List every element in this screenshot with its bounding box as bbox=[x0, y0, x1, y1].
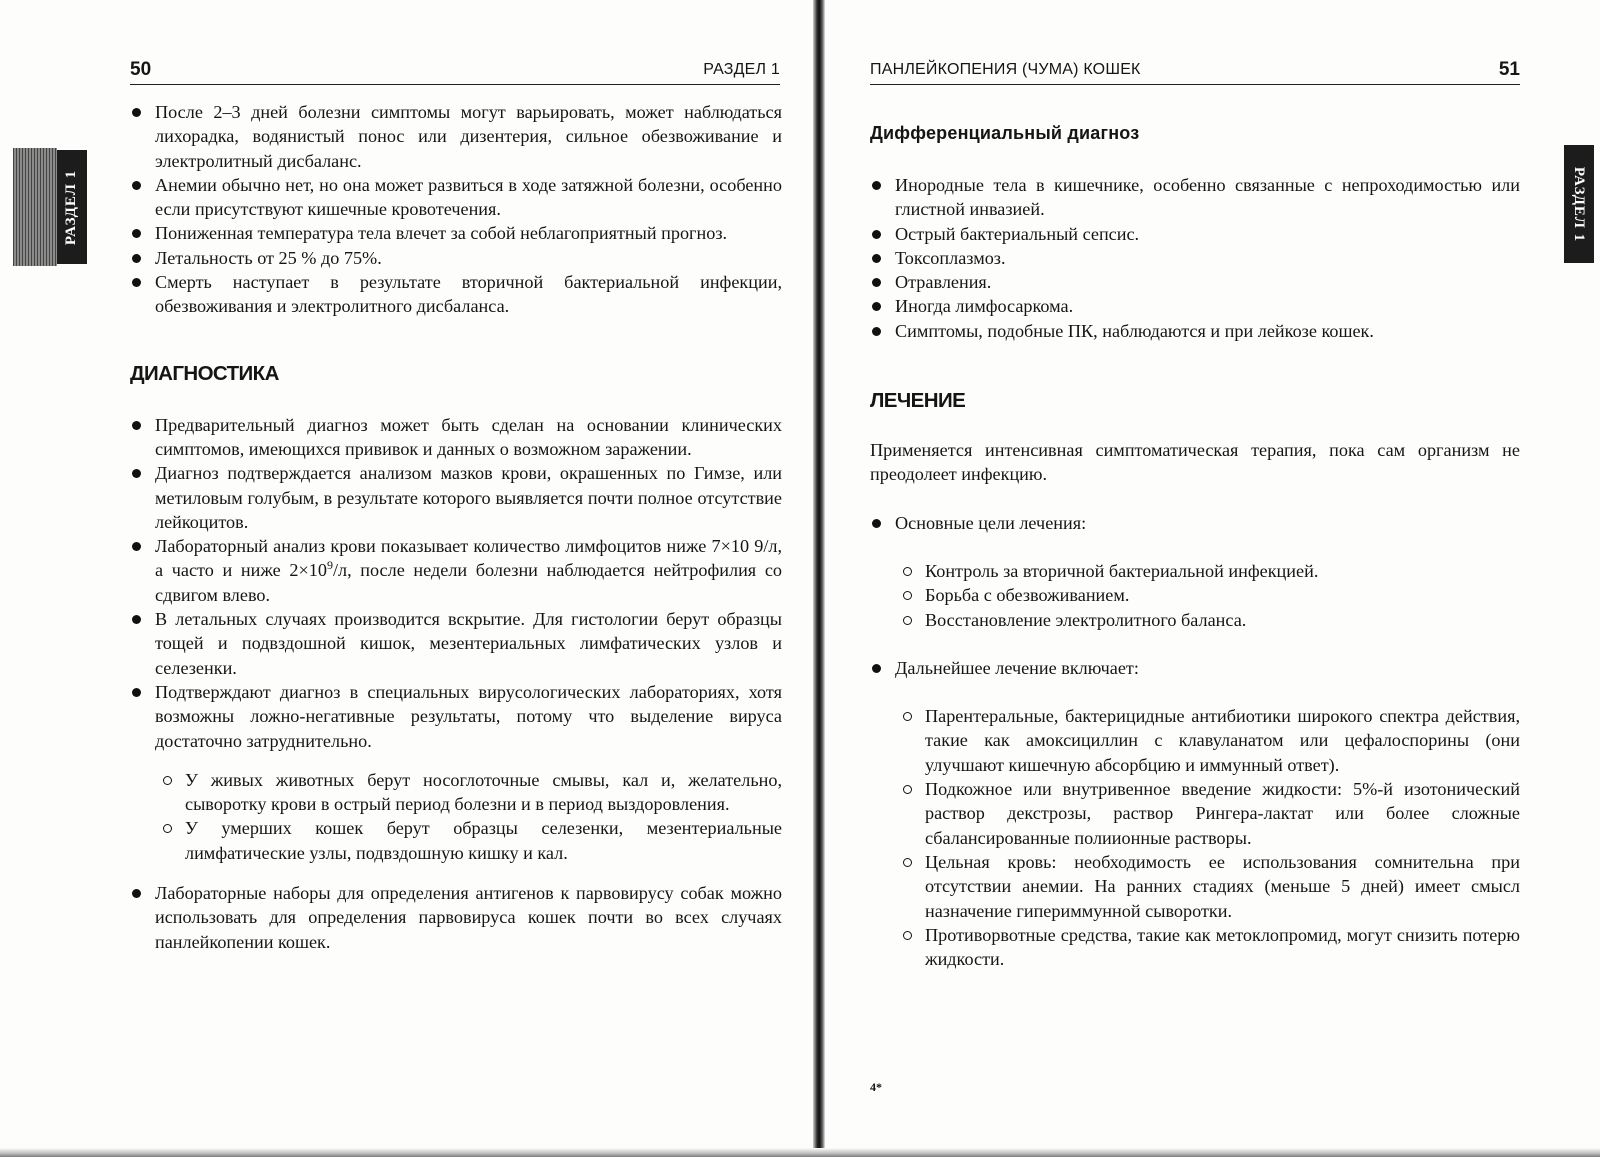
section-tab-label: РАЗДЕЛ 1 bbox=[63, 169, 80, 245]
printer-signature-mark: 4* bbox=[870, 1080, 882, 1094]
exponent: 9 bbox=[326, 558, 333, 573]
lab-text-post: /л, после недели болезни наблюдается нейтрофилия со сдвигом влево. bbox=[155, 560, 782, 605]
list-item: Диагноз подтверждается анализом мазков крови, окрашенных по Гимзе, или метиловым голубым, в результате которого выявляется почти полное отсутствие лейкоцитов. bbox=[130, 461, 782, 534]
virology-sublist bbox=[160, 768, 782, 865]
list-item: Дальнейшее лечение включает: bbox=[870, 656, 1520, 680]
symptoms-list bbox=[130, 100, 782, 319]
sub-list-item: Парентеральные, бактерицидные антибиотики широкого спектра действия, такие как амоксициллин с клавуланатом или цефалоспорины (они улучшают кишечную абсорбцию и иммунный ответ). bbox=[900, 704, 1520, 777]
treatment-intro: Применяется интенсивная симптоматическая терапия, пока сам организм не преодолеет инфекцию. bbox=[870, 440, 1520, 485]
list-item: Лабораторные наборы для определения антигенов к парвовирусу собак можно использовать для определения парвовируса кошек почти во всех случаях панлейкопении кошек. bbox=[130, 881, 782, 954]
page-bottom-edge bbox=[0, 1148, 1600, 1157]
left-page-header bbox=[130, 58, 780, 85]
right-page-header bbox=[870, 58, 1520, 85]
list-item: Предварительный диагноз может быть сделан на основании клинических симптомов, имеющихся прививок и данных о возможном заражении. bbox=[130, 413, 782, 462]
book-gutter bbox=[813, 0, 825, 1157]
section-tab-label: РАЗДЕЛ 1 bbox=[1571, 166, 1588, 242]
section-thumb-tab bbox=[57, 150, 87, 264]
running-head: ПАНЛЕЙКОПЕНИЯ (ЧУМА) КОШЕК bbox=[870, 61, 1141, 78]
list-item: Отравления. bbox=[870, 270, 1520, 294]
left-page-content bbox=[130, 100, 782, 954]
list-item: Смерть наступает в результате вторичной бактериальной инфекции, обезвоживания и электролитного дисбаланса. bbox=[130, 270, 782, 319]
sub-list-item: Подкожное или внутривенное введение жидкости: 5%-й изотонический раствор декстрозы, раствор Рингера-лактат или более сложные сбалансированные полиионные растворы. bbox=[900, 777, 1520, 850]
further-treatment-list bbox=[870, 656, 1520, 680]
list-item: Инородные тела в кишечнике, особенно связанные с непроходимостью или глистной инвазией. bbox=[870, 173, 1520, 222]
list-item: Летальность от 25 % до 75%. bbox=[130, 246, 782, 270]
differential-list bbox=[870, 173, 1520, 343]
section-heading: ЛЕЧЕНИЕ bbox=[870, 389, 966, 413]
list-item: Подтверждают диагноз в специальных вирусологических лабораториях, хотя возможны ложно-негативные результаты, потому что выделение вируса достаточно затруднительно. bbox=[130, 680, 782, 753]
lab-text-pre: Лабораторный анализ крови показывает количество лимфоцитов ниже 7×10 9/л, а часто и ниже 2×10 bbox=[155, 536, 782, 581]
list-item: Иногда лимфосаркома. bbox=[870, 294, 1520, 318]
subsection-heading: Дифференциальный диагноз bbox=[870, 123, 1140, 143]
list-item: Токсоплазмоз. bbox=[870, 246, 1520, 270]
sub-list-item: Контроль за вторичной бактериальной инфекцией. bbox=[900, 559, 1520, 583]
section-thumb-tab bbox=[1564, 145, 1594, 263]
list-item: После 2–3 дней болезни симптомы могут варьировать, может наблюдаться лихорадка, водянистый понос или дизентерия, сильное обезвоживание и электролитный дисбаланс. bbox=[130, 100, 782, 173]
list-item bbox=[130, 534, 782, 607]
page-number: 51 bbox=[1498, 59, 1520, 80]
list-item: Острый бактериальный сепсис. bbox=[870, 222, 1520, 246]
further-treatment-sublist bbox=[900, 704, 1520, 971]
page-number: 50 bbox=[130, 59, 152, 80]
sub-list-item: У живых животных берут носоглоточные смывы, кал и, желательно, сыворотку крови в острый период болезни и в период выздоровления. bbox=[160, 768, 782, 817]
list-item: В летальных случаях производится вскрытие. Для гистологии берут образцы тощей и подвздошной кишок, мезентериальных лимфатических узлов и селезенки. bbox=[130, 607, 782, 680]
sub-list-item: Восстановление электролитного баланса. bbox=[900, 608, 1520, 632]
sub-list-item: Противорвотные средства, такие как метоклопромид, могут снизить потерю жидкости. bbox=[900, 923, 1520, 972]
main-goals-list bbox=[870, 511, 1520, 535]
diagnostics-list bbox=[130, 413, 782, 753]
list-item: Анемии обычно нет, но она может развиться в ходе затяжной болезни, особенно если присутствуют кишечные кровотечения. bbox=[130, 173, 782, 222]
list-item: Симптомы, подобные ПК, наблюдаются и при лейкозе кошек. bbox=[870, 319, 1520, 343]
list-item: Основные цели лечения: bbox=[870, 511, 1520, 535]
sub-list-item: Цельная кровь: необходимость ее использования сомнительна при отсутствии анемии. На ранних стадиях (меньше 5 дней) имеет смысл назначение гипериммунной сыворотки. bbox=[900, 850, 1520, 923]
section-heading: ДИАГНОСТИКА bbox=[130, 361, 279, 385]
list-item: Пониженная температура тела влечет за собой неблагоприятный прогноз. bbox=[130, 221, 782, 245]
main-goals-sublist bbox=[900, 559, 1520, 632]
sub-list-item: Борьба с обезвоживанием. bbox=[900, 583, 1520, 607]
right-page-content bbox=[870, 120, 1520, 971]
running-head: РАЗДЕЛ 1 bbox=[703, 61, 780, 78]
right-page bbox=[826, 0, 1600, 1157]
final-list bbox=[130, 881, 782, 954]
sub-list-item: У умерших кошек берут образцы селезенки, мезентериальные лимфатические узлы, подвздошную кишку и кал. bbox=[160, 816, 782, 865]
